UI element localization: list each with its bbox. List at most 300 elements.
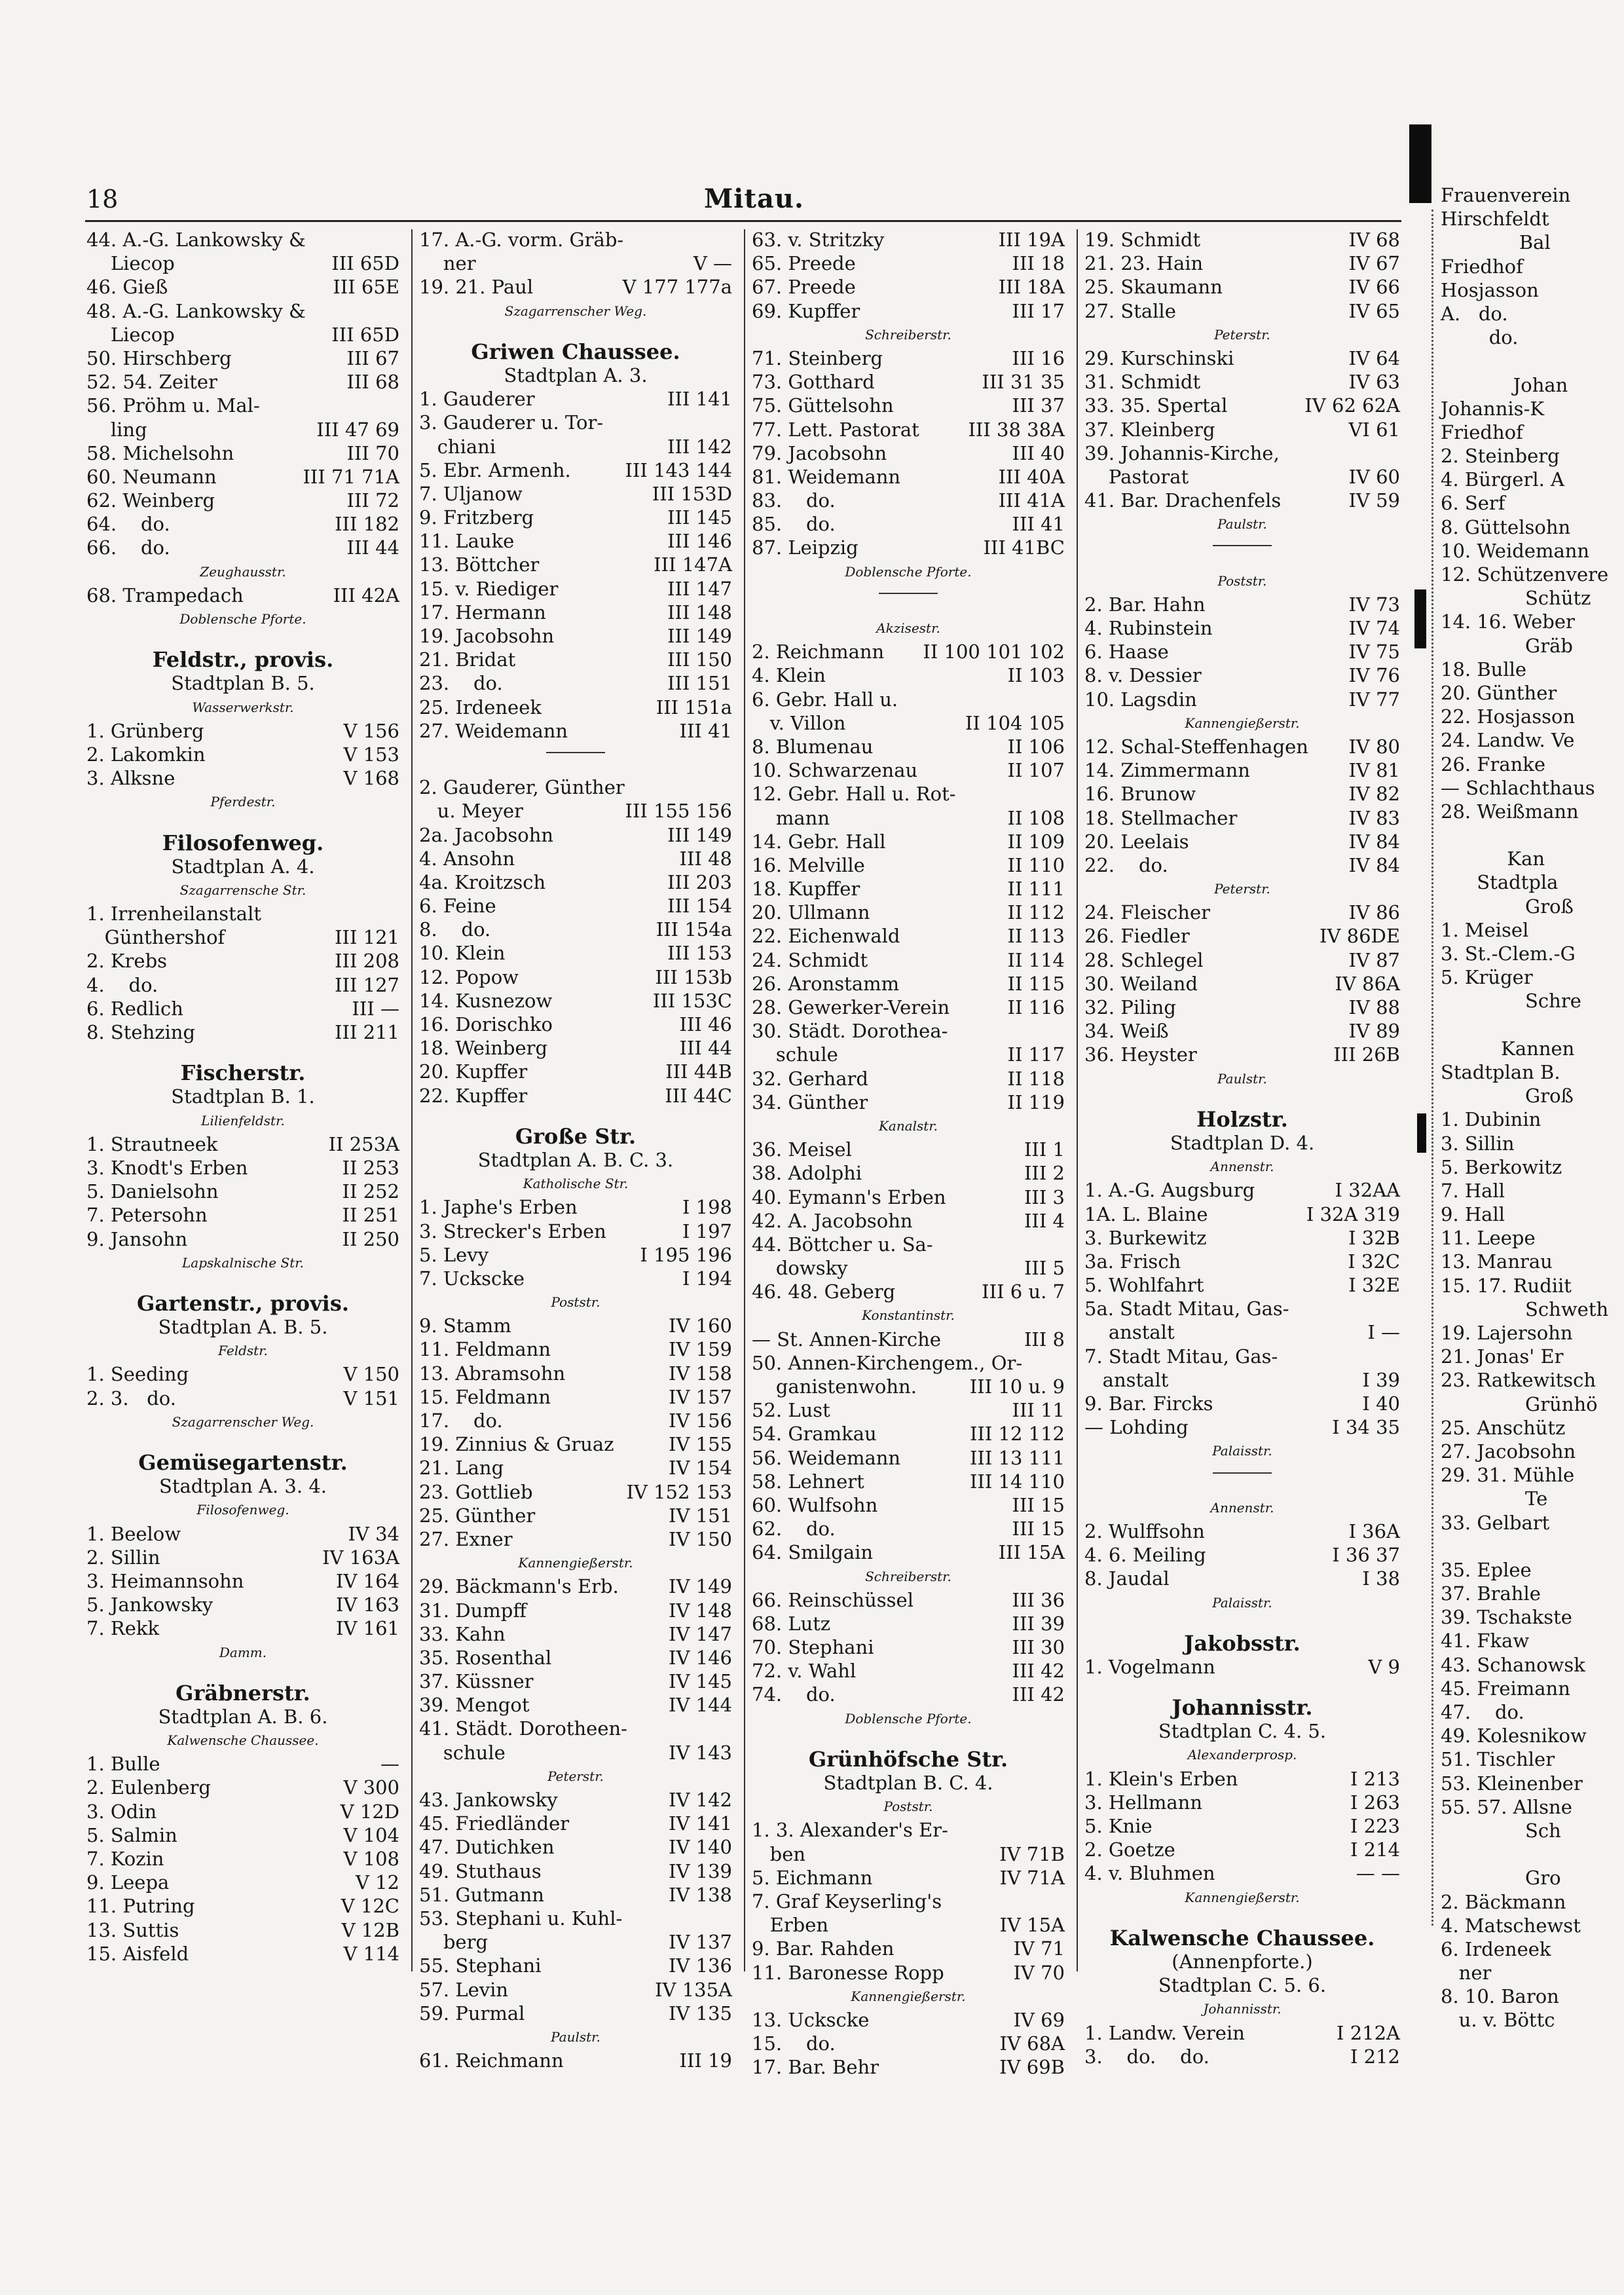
directory-entry [1084, 275, 1400, 299]
entry-plot-number: III 146 [667, 530, 732, 553]
edge-line: Gräb [1441, 634, 1573, 657]
edge-line: 10. Weidemann [1441, 539, 1590, 562]
directory-entry [1084, 1226, 1400, 1250]
entry-plot-number: III 8 [1024, 1328, 1065, 1351]
map-reference: Stadtplan C. 5. 6. [1158, 1974, 1327, 1997]
edge-line: 11. Leepe [1441, 1227, 1536, 1250]
spacer [1084, 1679, 1400, 1696]
cross-street: Pferdestr. [210, 794, 276, 810]
entry-plot-number: IV 86 [1348, 901, 1400, 924]
directory-entry [752, 688, 1065, 711]
entry-plot-number: III 40 [1012, 441, 1065, 464]
entry-plot-number: IV 59 [1348, 489, 1400, 512]
entry-name: 3. Odin [86, 1800, 157, 1823]
edge-line: 5. Krüger [1441, 966, 1533, 989]
entry-plot-number: III 142 [667, 435, 732, 458]
entry-plot-number: IV 83 [1348, 806, 1400, 829]
entry-name: 4. v. Bluhmen [1084, 1862, 1215, 1885]
entry-name: 54. Gramkau [752, 1423, 877, 1446]
entry-plot-number: IV 141 [669, 1812, 732, 1835]
entry-name: 37. Kleinberg [1084, 418, 1215, 441]
entry-plot-number: III 2 [1024, 1162, 1065, 1185]
entry-plot-number: II 253A [328, 1132, 399, 1155]
directory-entry [752, 1019, 1065, 1043]
adjacent-page-column [1441, 183, 1608, 2032]
entry-name: 24. Schmidt [752, 948, 868, 971]
edge-line: 9. Hall [1441, 1203, 1505, 1226]
entry-name: 52. Lust [752, 1399, 830, 1422]
directory-entry [752, 830, 1065, 853]
entry-name: 27. Stalle [1084, 299, 1176, 322]
cross-street: Akzisestr. [876, 620, 940, 636]
cross-street: Schreiberstr. [865, 1568, 951, 1584]
map-reference: Stadtplan B. 1. [171, 1085, 315, 1108]
entry-name: 85. do. [752, 513, 836, 536]
entry-plot-number: II 114 [1007, 948, 1065, 971]
entry-name: 43. Jankowsky [419, 1789, 558, 1811]
entry-plot-number: IV 76 [1348, 664, 1400, 687]
entry-plot-number: IV 64 [1348, 346, 1400, 369]
entry-name: 53. Stephani u. Kuhl- [419, 1907, 623, 1930]
entry-name: 36. Heyster [1084, 1043, 1197, 1066]
entry-plot-number: I 198 [682, 1196, 732, 1219]
cross-street: Kalwensche Chaussee. [167, 1732, 319, 1749]
entry-name: 4. Klein [752, 664, 826, 687]
directory-entry [752, 735, 1065, 758]
entry-name: 16. Dorischko [419, 1013, 553, 1036]
directory-entry [1084, 1655, 1400, 1679]
edge-line: 26. Franke [1441, 753, 1546, 775]
directory-entry [419, 648, 732, 671]
entry-plot-number: III 153b [655, 965, 732, 988]
directory-entry [752, 1540, 1065, 1564]
entry-name: 69. Kupffer [752, 299, 860, 322]
entry-plot-number: IV 73 [1348, 593, 1400, 616]
street-heading: Gräbnerstr. [175, 1680, 310, 1706]
entry-name: 22. Kupffer [419, 1084, 528, 1107]
directory-entry [86, 925, 399, 949]
cross-street: Lapskalnische Str. [182, 1254, 304, 1271]
cross-street: Annenstr. [1210, 1499, 1274, 1516]
cross-street: Szagarrensche Str. [179, 882, 306, 898]
directory-entry [419, 1504, 732, 1527]
entry-plot-number: III 17 [1012, 299, 1065, 322]
entry-name: 11. Lauke [419, 530, 515, 553]
entry-name: ganistenwohn. [752, 1375, 917, 1398]
cross-street: Konstantinstr. [862, 1307, 955, 1324]
entry-plot-number: II 118 [1007, 1067, 1065, 1090]
entry-name: 20. Ullmann [752, 901, 870, 924]
directory-entry [752, 1185, 1065, 1209]
cross-street: Lilienfeldstr. [201, 1112, 285, 1129]
entry-plot-number: III 1 [1024, 1138, 1065, 1161]
entry-name: 29. Kurschinski [1084, 346, 1234, 369]
entry-plot-number: III 182 [335, 513, 399, 536]
edge-line: ner [1441, 1962, 1492, 1985]
map-reference: Stadtplan A. 3. 4. [159, 1475, 327, 1498]
street-heading: Kalwensche Chaussee. [1109, 1925, 1375, 1950]
entry-name: Pastorat [1084, 465, 1189, 488]
entry-name: 3. Burkewitz [1084, 1226, 1207, 1249]
entry-plot-number: V 153 [343, 743, 399, 766]
entry-name: 9. Bar. Fircks [1084, 1392, 1213, 1415]
directory-entry [752, 1067, 1065, 1091]
entry-name: 44. Böttcher u. Sa- [752, 1233, 933, 1256]
edge-line: Johannis-K [1441, 397, 1545, 420]
entry-plot-number: V 12D [340, 1800, 399, 1823]
entry-plot-number: I 263 [1350, 1791, 1400, 1814]
entry-name: 12. Popow [419, 965, 519, 988]
entry-plot-number: I 34 35 [1332, 1416, 1400, 1439]
column-divider [411, 229, 413, 1971]
entry-name: 33. Kahn [419, 1622, 506, 1645]
directory-entry [419, 1646, 732, 1670]
entry-plot-number: IV 136 [669, 1954, 732, 1977]
entry-plot-number: I 36A [1348, 1520, 1400, 1542]
entry-plot-number: IV 135A [655, 1978, 732, 2001]
directory-entry [1084, 616, 1400, 640]
entry-name: 1. Irrenheilanstalt [86, 903, 262, 925]
directory-entry [86, 1918, 399, 1942]
entry-name: 8. Blumenau [752, 735, 874, 758]
entry-plot-number: II 117 [1007, 1043, 1065, 1066]
directory-entry [752, 1612, 1065, 1635]
edge-line: 14. 16. Weber [1441, 610, 1575, 633]
entry-name: 58. Lehnert [752, 1470, 864, 1493]
directory-entry [419, 1362, 732, 1385]
entry-plot-number: II 116 [1007, 996, 1065, 1018]
edge-line [1441, 1013, 1608, 1037]
entry-plot-number: III 71 71A [303, 465, 399, 488]
directory-entry [752, 2055, 1065, 2079]
entry-plot-number: III 4 [1024, 1209, 1065, 1232]
entry-plot-number: III 149 [667, 625, 732, 647]
entry-plot-number: III 65E [333, 276, 399, 299]
spacer [86, 631, 399, 648]
entry-name: 18. Weinberg [419, 1037, 548, 1060]
entry-name: 2. Krebs [86, 950, 168, 973]
directory-entry [1084, 972, 1400, 996]
directory-entry [752, 711, 1065, 735]
entry-plot-number: IV 77 [1348, 688, 1400, 711]
cross-street: Peterstr. [547, 1768, 604, 1784]
section-rule [752, 593, 1065, 616]
edge-line: 8. 10. Baron [1441, 1985, 1559, 2008]
entry-name: 17. do. [419, 1409, 503, 1432]
entry-plot-number: III 147A [654, 553, 732, 576]
entry-name: schule [752, 1043, 838, 1066]
entry-name: 7. Stadt Mitau, Gas- [1084, 1345, 1278, 1368]
directory-entry [419, 435, 732, 458]
entry-name: 34. Weiß [1084, 1020, 1169, 1043]
entry-plot-number: IV 60 [1348, 465, 1400, 488]
entry-plot-number: IV 137 [669, 1931, 732, 1954]
directory-entry [419, 847, 732, 870]
entry-name: 6. Haase [1084, 641, 1169, 663]
directory-entry [1084, 1250, 1400, 1273]
directory-entry [419, 387, 732, 411]
entry-name: 68. Lutz [752, 1612, 831, 1635]
directory-entry [419, 624, 732, 648]
entry-plot-number: IV 147 [669, 1622, 732, 1645]
entry-name: 22. do. [1084, 853, 1168, 876]
entry-name: 2. Bar. Hahn [1084, 593, 1206, 616]
column-4 [1084, 228, 1400, 2068]
edge-line: 15. 17. Rudiit [1441, 1274, 1572, 1297]
cross-street: Szagarrenscher Weg. [172, 1413, 314, 1430]
entry-name: 13. Uckscke [752, 2008, 870, 2031]
street-heading: Filosofenweg. [162, 830, 324, 855]
entry-plot-number: IV 140 [669, 1836, 732, 1859]
directory-entry [419, 1013, 732, 1036]
entry-plot-number: III 6 u. 7 [982, 1280, 1065, 1303]
directory-entry [752, 1422, 1065, 1446]
entry-name: — Lohding [1084, 1416, 1189, 1439]
entry-name: 9. Leepa [86, 1871, 170, 1894]
edge-line: 5. Berkowitz [1441, 1155, 1562, 1178]
edge-line: Grünhö [1441, 1392, 1598, 1415]
directory-entry [419, 553, 732, 576]
spacer [86, 1664, 399, 1681]
directory-entry [419, 1788, 732, 1812]
edge-line: 41. Fkaw [1441, 1630, 1530, 1652]
cross-street: Damm. [219, 1644, 267, 1660]
directory-entry [752, 394, 1065, 417]
directory-entry [1084, 1320, 1400, 1344]
entry-plot-number: IV 161 [336, 1617, 399, 1640]
directory-entry [752, 1470, 1065, 1493]
entry-name: 33. 35. Spertal [1084, 394, 1228, 417]
entry-name: 72. v. Wahl [752, 1660, 857, 1683]
directory-entry [752, 1398, 1065, 1422]
entry-plot-number: IV 86DE [1320, 925, 1400, 948]
spacer [86, 1044, 399, 1061]
cross-street: Palaisstr. [1212, 1443, 1272, 1459]
directory-entry [419, 1954, 732, 1977]
entry-name: 60. Wulfsohn [752, 1493, 878, 1516]
directory-entry [1084, 758, 1400, 782]
entry-name: 3. Hellmann [1084, 1791, 1203, 1814]
map-reference: Stadtplan A. B. 5. [158, 1316, 328, 1339]
directory-entry [419, 2049, 732, 2072]
entry-name: 5. Jankowsky [86, 1594, 213, 1616]
entry-name: 6. Redlich [86, 997, 183, 1020]
edge-line: Sch [1441, 1819, 1561, 1842]
directory-entry [86, 370, 399, 394]
entry-plot-number: IV 71B [999, 1842, 1065, 1865]
map-reference: Stadtplan A. 3. [504, 364, 648, 386]
entry-plot-number: IV 138 [669, 1883, 732, 1906]
entry-plot-number: II 100 101 102 [923, 641, 1065, 663]
rule-line [1213, 1472, 1272, 1474]
directory-entry [1084, 2021, 1400, 2045]
entry-plot-number: III 154 [667, 895, 732, 918]
directory-entry [752, 1256, 1065, 1280]
entry-name: 2a. Jacobsohn [419, 823, 554, 846]
directory-entry [752, 782, 1065, 806]
entry-plot-number: V 151 [343, 1387, 399, 1409]
entry-plot-number: II 103 [1007, 664, 1065, 687]
edge-line: Friedhof [1441, 255, 1523, 278]
entry-plot-number: I 197 [682, 1220, 732, 1242]
directory-entry [1084, 1543, 1400, 1567]
entry-name: 1. 3. Alexander's Er- [752, 1819, 948, 1842]
edge-line: 7. Hall [1441, 1179, 1505, 1202]
entry-name: 2. Gauderer, Günther [419, 776, 625, 799]
entry-name: 12. Schal-Steffenhagen [1084, 735, 1308, 758]
entry-name: 23. Gottlieb [419, 1480, 533, 1503]
entry-plot-number: III 19 [679, 2049, 732, 2072]
directory-entry [419, 1835, 732, 1859]
entry-name: 14. Kusnezow [419, 989, 553, 1012]
edge-line: Groß [1441, 1085, 1574, 1108]
entry-name: 68. Trampedach [86, 584, 244, 606]
entry-name: 3. Strecker's Erben [419, 1220, 606, 1242]
entry-plot-number: III 149 [667, 823, 732, 846]
directory-entry [86, 489, 399, 512]
edge-line: 4. Bürgerl. A [1441, 468, 1564, 491]
entry-name: 21. Bridat [419, 648, 516, 671]
directory-entry [419, 577, 732, 601]
entry-name: 15. do. [752, 2032, 836, 2055]
edge-line: 2. Bäckmann [1441, 1890, 1566, 1913]
entry-plot-number: IV 145 [669, 1670, 732, 1693]
entry-plot-number: III 153 [667, 942, 732, 965]
directory-entry [1084, 663, 1400, 687]
directory-entry [419, 252, 732, 275]
entry-plot-number: I 194 [682, 1267, 732, 1290]
entry-plot-number: IV 65 [1348, 299, 1400, 322]
entry-plot-number: V 156 [343, 719, 399, 742]
entry-plot-number: I 38 [1362, 1567, 1400, 1590]
spacer [419, 1108, 732, 1125]
entry-plot-number: IV 81 [1348, 759, 1400, 782]
directory-entry [86, 394, 399, 417]
section-rule [1084, 1472, 1400, 1496]
entry-name: 1. Gauderer [419, 388, 535, 411]
directory-entry [752, 1280, 1065, 1303]
street-heading: Feldstr., provis. [152, 647, 334, 673]
column-3 [752, 228, 1065, 2079]
edge-line: Kan [1441, 848, 1545, 870]
edge-line: 1. Dubinin [1441, 1108, 1541, 1131]
entry-name: 64. Smilgain [752, 1541, 874, 1564]
entry-name: 9. Jansohn [86, 1227, 188, 1250]
entry-name: 16. Melville [752, 853, 865, 876]
entry-name: Günthershof [86, 926, 225, 949]
cross-street: Alexanderprosp. [1187, 1747, 1297, 1763]
directory-entry [419, 823, 732, 847]
edge-line: 24. Landw. Ve [1441, 729, 1575, 752]
entry-name: 1. Bulle [86, 1753, 160, 1776]
entry-name: 60. Neumann [86, 465, 217, 488]
rule-line [1213, 545, 1272, 546]
edge-line: 25. Anschütz [1441, 1416, 1566, 1439]
entry-plot-number: IV 143 [669, 1741, 732, 1764]
edge-line: 29. 31. Mühle [1441, 1464, 1575, 1487]
entry-name: 34. Günther [752, 1091, 868, 1113]
edge-line: Schre [1441, 990, 1581, 1013]
entry-plot-number: IV 156 [669, 1409, 732, 1432]
cross-street: Kannengießerstr. [1185, 1889, 1300, 1905]
directory-entry [86, 1362, 399, 1386]
column-1 [86, 228, 399, 1966]
cross-street: Johannisstr. [1203, 2001, 1282, 2017]
map-reference: (Annenpforte.) [1172, 1950, 1313, 1973]
entry-name: anstalt [1084, 1368, 1169, 1391]
directory-entry [1084, 1203, 1400, 1226]
directory-entry [86, 1522, 399, 1546]
entry-name: 2. Goetze [1084, 1838, 1175, 1861]
street-heading: Jakobsstr. [1184, 1630, 1301, 1656]
directory-entry [752, 1683, 1065, 1706]
entry-plot-number: IV 67 [1348, 252, 1400, 275]
entry-plot-number: II 113 [1007, 925, 1065, 948]
entry-plot-number: I 36 37 [1332, 1544, 1400, 1567]
entry-plot-number: IV 163A [322, 1546, 399, 1569]
cross-street: Poststr. [1217, 572, 1267, 589]
edge-line: 55. 57. Allsne [1441, 1795, 1572, 1818]
directory-entry [419, 1432, 732, 1456]
entry-name: 29. Bäckmann's Erb. [419, 1575, 619, 1598]
entry-name: 49. Stuthaus [419, 1859, 542, 1882]
directory-entry [86, 1894, 399, 1918]
entry-plot-number: II 119 [1007, 1091, 1065, 1113]
cross-street: Palaisstr. [1212, 1594, 1272, 1611]
entry-name: 55. Stephani [419, 1954, 542, 1977]
entry-name: 35. Rosenthal [419, 1646, 552, 1669]
directory-entry [752, 275, 1065, 299]
entry-name: 70. Stephani [752, 1636, 874, 1659]
directory-entry [86, 1871, 399, 1894]
entry-name: 48. A.-G. Lankowsky & [86, 299, 306, 322]
entry-name: 1. Grünberg [86, 719, 204, 742]
edge-line: Gro [1441, 1867, 1561, 1890]
entry-name: 31. Schmidt [1084, 371, 1201, 394]
cross-street: Schreiberstr. [865, 326, 951, 343]
entry-name: 41. Städt. Dorotheen- [419, 1717, 627, 1740]
entry-name: 9. Bar. Rahden [752, 1937, 895, 1960]
directory-entry [1084, 1861, 1400, 1885]
entry-name: 14. Zimmermann [1084, 759, 1250, 782]
entry-plot-number: III 121 [335, 926, 399, 949]
directory-entry [86, 465, 399, 489]
entry-name: ner [419, 252, 476, 275]
entry-name: 16. Brunow [1084, 783, 1196, 806]
edge-line: 20. Günther [1441, 681, 1557, 704]
directory-entry [419, 719, 732, 743]
directory-entry [86, 536, 399, 559]
directory-entry [1084, 489, 1400, 512]
entry-name: 20. Leelais [1084, 830, 1189, 853]
entry-plot-number: V 12B [341, 1918, 399, 1941]
edge-line: Groß [1441, 895, 1574, 918]
entry-name: 59. Purmal [419, 2002, 525, 2024]
directory-entry [752, 512, 1065, 536]
entry-plot-number: IV 69B [999, 2056, 1065, 2079]
directory-entry [752, 972, 1065, 996]
directory-entry [419, 1978, 732, 2002]
edge-line: 2. Steinberg [1441, 445, 1560, 468]
entry-name: 47. Dutichken [419, 1836, 555, 1859]
directory-entry [419, 894, 732, 918]
entry-name: 64. do. [86, 513, 170, 536]
entry-name: 5. Wohlfahrt [1084, 1274, 1204, 1297]
entry-plot-number: I 212A [1337, 2021, 1400, 2044]
entry-name: 22. Eichenwald [752, 925, 900, 948]
directory-entry [752, 1209, 1065, 1233]
cross-street: Peterstr. [1214, 326, 1270, 343]
